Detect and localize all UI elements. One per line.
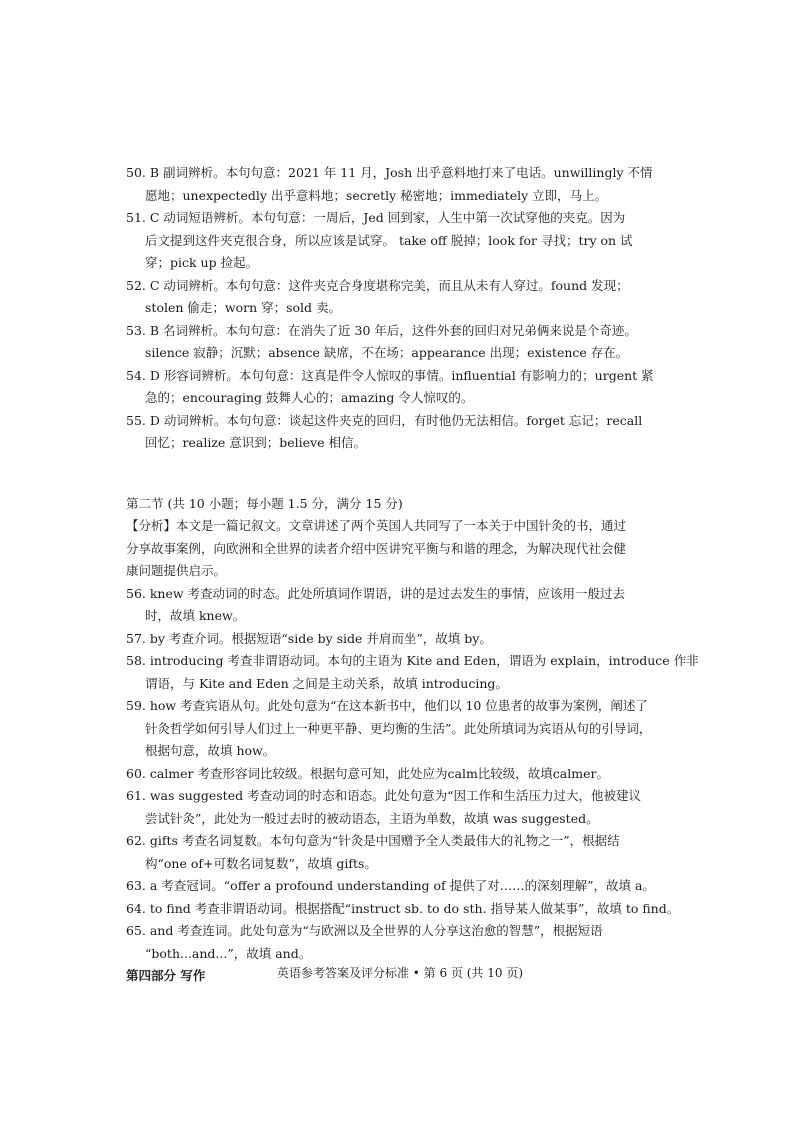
item-line: 64. to find 考查非谓语动词。根据搭配“instruct sb. to do sth. 指导某人做某事”，故填 to find。 <box>126 900 680 916</box>
page-footer: 英语参考答案及评分标准 • 第 6 页 (共 10 页) <box>276 966 524 980</box>
item-line: 51. C 动词短语辨析。本句句意：一周后，Jed 回到家，人生中第一次试穿他的夹克。因为 <box>126 210 626 225</box>
answer-item-62 <box>126 830 674 875</box>
item-line: 急的；encouraging 鼓舞人心的；amazing 令人惊叹的。 <box>145 390 474 405</box>
answer-item-56 <box>126 583 674 628</box>
answer-item-64 <box>126 898 680 921</box>
answer-item-50 <box>126 162 674 207</box>
item-line: 时，故填 knew。 <box>145 608 246 623</box>
item-line: 后文提到这件夹克很合身，所以应该是试穿。 take off 脱掉；look for 寻找；try on 试 <box>145 232 633 248</box>
item-line: 52. C 动词辨析。本句句意：这件夹克合身度堪称完美，而且从未有人穿过。found 发现； <box>126 277 629 293</box>
item-line: “both...and...”，故填 and。 <box>145 945 312 961</box>
answer-item-65 <box>126 920 674 965</box>
item-line: 构“one of+可数名词复数”，故填 gifts。 <box>145 855 377 871</box>
item-line: 50. B 副词辨析。本句句意：2021 年 11 月，Josh 出乎意料地打来了电话。unwillingly 不情 <box>126 165 653 180</box>
item-line: 53. B 名词辨析。本句句意：在消失了近 30 年后，这件外套的回归对兄弟俩来说是个奇迹。 <box>126 322 637 338</box>
content-column <box>126 162 699 988</box>
item-line: 回忆；realize 意识到；believe 相信。 <box>145 435 367 450</box>
item-line: 针灸哲学如何引导人们过上一种更平静、更均衡的生活”。此处所填词为宾语从句的引导词， <box>145 720 652 736</box>
answer-item-52 <box>126 275 674 320</box>
section2-items <box>126 583 699 966</box>
spacer <box>126 455 674 493</box>
part-4-title: 第四部分 写作 <box>126 968 206 983</box>
item-line: 54. D 形容词辨析。本句句意：这真是件令人惊叹的事情。influential 有影响力的；urgent 紧 <box>126 367 654 383</box>
item-line: 58. introducing 考查非谓语动词。本句的主语为 Kite and Eden，谓语为 explain，introduce 作非 <box>126 653 699 668</box>
analysis-line: 康问题提供启示。 <box>126 563 227 578</box>
analysis-paragraph <box>126 515 674 583</box>
item-line: 60. calmer 考查形容词比较级。根据句意可知，此处应为calm比较级，故填calmer。 <box>126 765 609 781</box>
answer-item-55 <box>126 410 674 455</box>
answer-item-57 <box>126 628 674 651</box>
item-line: 尝试针灸”，此处为一般过去时的被动语态，主语为单数，故填 was suggested。 <box>145 810 599 826</box>
analysis-line: 分享故事案例，向欧洲和全世界的读者介绍中医讲究平衡与和谐的理念，为解决现代社会健 <box>126 540 627 556</box>
item-line: 55. D 动词辨析。本句句意：谈起这件夹克的回归，有时他仍无法相信。forget 忘记；recall <box>126 412 643 428</box>
item-line: stolen 偷走；worn 穿；sold 卖。 <box>145 300 342 315</box>
answer-item-58 <box>126 650 699 695</box>
item-line: 56. knew 考查动词的时态。此处所填词作谓语，讲的是过去发生的事情，应该用一般过去 <box>126 585 626 601</box>
item-line: 根据句意，故填 how。 <box>145 743 276 758</box>
analysis-line: 【分析】本文是一篇记叙文。文章讲述了两个英国人共同写了一本关于中国针灸的书，通过 <box>126 518 627 533</box>
part3-items <box>126 162 674 455</box>
item-line: 59. how 考查宾语从句。此处句意为“在这本新书中，他们以 10 位患者的故事为案例，阐述了 <box>126 698 648 713</box>
section-2-title: 第二节 (共 10 小题；每小题 1.5 分，满分 15 分) <box>126 495 403 511</box>
answer-item-53 <box>126 320 674 365</box>
answer-item-60 <box>126 763 674 786</box>
item-line: 穿；pick up 捡起。 <box>145 255 259 270</box>
answer-item-59 <box>126 695 674 763</box>
item-line: 61. was suggested 考查动词的时态和语态。此处句意为“因工作和生活压力过大，他被建议 <box>126 788 641 803</box>
answer-item-63 <box>126 875 674 898</box>
answer-item-54 <box>126 365 674 410</box>
item-line: 63. a 考查冠词。“offer a profound understanding of 提供了对……的深刻理解”，故填 a。 <box>126 878 655 893</box>
item-line: silence 寂静；沉默；absence 缺席，不在场；appearance 出现；existence 存在。 <box>145 345 629 360</box>
item-line: 愿地；unexpectedly 出乎意料地；secretly 秘密地；immediately 立即，马上。 <box>145 187 608 203</box>
answer-item-51 <box>126 207 674 275</box>
answer-item-61 <box>126 785 674 830</box>
item-line: 65. and 考查连词。此处句意为“与欧洲以及全世界的人分享这治愈的智慧”，根据短语 <box>126 923 603 938</box>
item-line: 62. gifts 考查名词复数。本句句意为“针灸是中国赠予全人类最伟大的礼物之一”，根据结 <box>126 833 620 848</box>
item-line: 57. by 考查介词。根据短语“side by side 并肩而坐”，故填 by。 <box>126 630 492 646</box>
item-line: 谓语，与 Kite and Eden 之间是主动关系，故填 introducing。 <box>145 675 508 691</box>
